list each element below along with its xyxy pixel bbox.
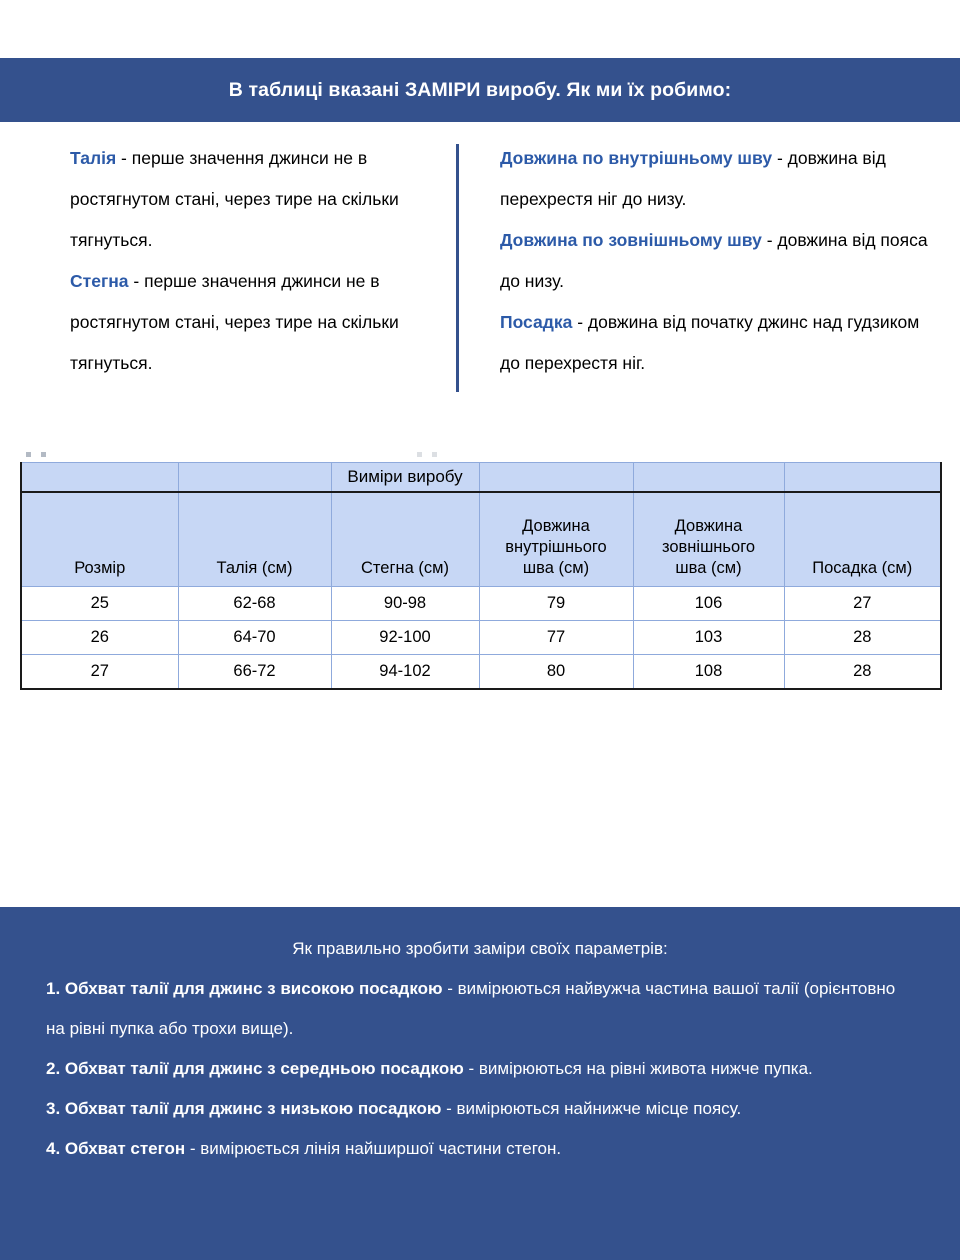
table-title-cell: Виміри виробу (331, 463, 479, 493)
instruction-item-1 (46, 969, 914, 1049)
table-row (21, 655, 941, 690)
column-header-line: Довжина (674, 517, 743, 535)
cell-hips: 94-102 (331, 655, 479, 690)
definition-hips (70, 261, 440, 384)
column-header-size (21, 492, 178, 587)
definition-term: Посадка (500, 312, 573, 332)
instruction-item-4 (46, 1129, 914, 1169)
page-header-banner (0, 58, 960, 122)
definition-term: Талія (70, 148, 117, 168)
definition-outseam (500, 220, 930, 302)
table-title-cell-empty (784, 463, 941, 493)
table-header-row (21, 492, 941, 587)
cell-hips: 92-100 (331, 621, 479, 655)
table-title-cell-empty (633, 463, 784, 493)
column-header-outseam (633, 492, 784, 587)
definition-rise (500, 302, 930, 384)
instruction-item-title: 3. Обхват талії для джинс з низькою посадкою (46, 1099, 442, 1118)
column-header-waist (178, 492, 331, 587)
instruction-item-title: 1. Обхват талії для джинс з високою посадкою (46, 979, 443, 998)
cell-outseam: 108 (633, 655, 784, 690)
table-title-cell-empty (178, 463, 331, 493)
cell-waist: 64-70 (178, 621, 331, 655)
scan-artifact-dot (26, 452, 31, 457)
size-table-container (20, 462, 940, 690)
column-header-rise (784, 492, 941, 587)
column-header-line: зовнішнього (661, 538, 756, 556)
definitions-section (0, 138, 960, 398)
cell-rise: 28 (784, 655, 941, 690)
column-divider (456, 144, 459, 392)
scan-artifact-dot (432, 452, 437, 457)
cell-inseam: 79 (479, 587, 633, 621)
cell-size: 27 (21, 655, 178, 690)
definition-text: - довжина від початку джинс над гудзиком до перехрестя ніг. (500, 312, 920, 373)
column-header-label: Розмір (74, 559, 126, 577)
table-title-cell-empty (479, 463, 633, 493)
table-title-row (21, 463, 941, 493)
instructions-heading: Як правильно зробити заміри своїх параметрів: (292, 939, 668, 958)
cell-waist: 62-68 (178, 587, 331, 621)
cell-waist: 66-72 (178, 655, 331, 690)
instruction-item-3 (46, 1089, 914, 1129)
definitions-left-column (70, 138, 440, 384)
column-header-line: Довжина (522, 517, 590, 535)
cell-outseam: 103 (633, 621, 784, 655)
column-header-label: Талія (см) (216, 559, 293, 577)
column-header-line: шва (см) (522, 559, 590, 577)
definition-term: Довжина по внутрішньому шву (500, 148, 773, 168)
column-header-hips (331, 492, 479, 587)
cell-inseam: 80 (479, 655, 633, 690)
definition-term: Довжина по зовнішньому шву (500, 230, 762, 250)
cell-rise: 28 (784, 621, 941, 655)
column-header-label: Стегна (см) (361, 559, 449, 577)
definition-term: Стегна (70, 271, 129, 291)
instruction-item-title: 2. Обхват талії для джинс з середньою посадкою (46, 1059, 464, 1078)
scan-artifact-dot (417, 452, 422, 457)
instruction-item-text: - вимірюються на рівні живота нижче пупка. (463, 1059, 813, 1078)
cell-hips: 90-98 (331, 587, 479, 621)
cell-inseam: 77 (479, 621, 633, 655)
table-row (21, 587, 941, 621)
instruction-item-text: - вимірюються найнижче місце поясу. (441, 1099, 742, 1118)
cell-rise: 27 (784, 587, 941, 621)
instruction-item-text: - вимірюється лінія найширшої частини стегон. (185, 1139, 562, 1158)
definition-text: - перше значення джинси не в ростягнутом стані, через тире на скільки тягнуться. (70, 271, 399, 373)
scan-artifact-dot (41, 452, 46, 457)
definition-text: - довжина від пояса до низу. (500, 230, 928, 291)
instruction-item-text: - вимірюються найвужча частина вашої талії (орієнтовно на рівні пупка або трохи вище). (46, 979, 896, 1038)
definition-text: - довжина від перехрестя ніг до низу. (500, 148, 886, 209)
cell-size: 26 (21, 621, 178, 655)
cell-size: 25 (21, 587, 178, 621)
column-header-line: внутрішнього (505, 538, 607, 556)
instruction-item-2 (46, 1049, 914, 1089)
page-title: В таблиці вказані ЗАМІРИ виробу. Як ми їх робимо: (228, 78, 732, 101)
definition-waist (70, 138, 440, 261)
column-header-inseam (479, 492, 633, 587)
column-header-line: шва (см) (675, 559, 742, 577)
definition-text: - перше значення джинси не в ростягнутом стані, через тире на скільки тягнуться. (70, 148, 399, 250)
size-table (20, 462, 942, 690)
instruction-item-title: 4. Обхват стегон (46, 1139, 186, 1158)
column-header-label: Посадка (см) (812, 559, 913, 577)
cell-outseam: 106 (633, 587, 784, 621)
definitions-right-column (500, 138, 930, 384)
table-title-cell-empty (21, 463, 178, 493)
table-row (21, 621, 941, 655)
instructions-panel (0, 907, 960, 1260)
definition-inseam (500, 138, 930, 220)
